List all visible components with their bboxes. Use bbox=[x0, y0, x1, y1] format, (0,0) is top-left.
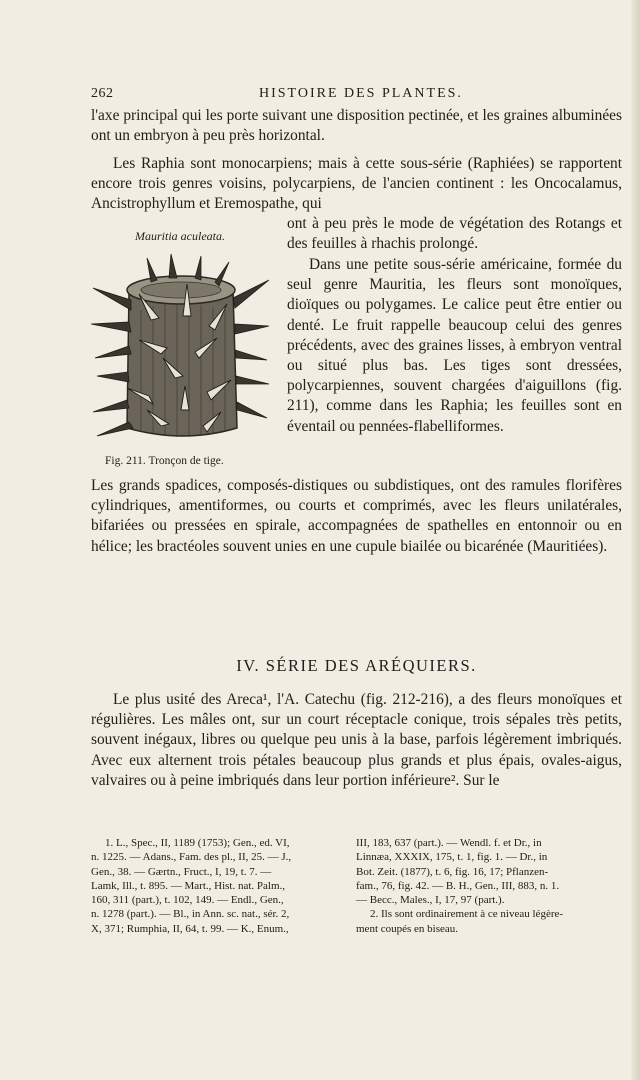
footnote-line: Linnæa, XXXIX, 175, t. 1, fig. 1. — Dr., in bbox=[356, 851, 548, 864]
section-heading: IV. SÉRIE DES ARÉQUIERS. bbox=[236, 656, 477, 675]
footnote-line: X, 371; Rumphia, II, 64, t. 99. — K., Enum., bbox=[91, 922, 289, 935]
paragraph-3-float: Dans une petite sous-série américaine, formée du seul genre Mauritia, les fleurs sont monoïques, dioïques ou polygames. Le calice peut être entier ou denté. Le fruit rappelle beaucoup celui des genres précédents, avec des graines lisses, à embryon ventral ou situé plus bas. Les tiges sont dressées, polycarpiennes, souvent chargées d'aiguillons (fig. 211), comme dans les Raphia; les feuilles sont en éventail ou pennées-flabelliformes. bbox=[287, 256, 622, 435]
figure-label: Mauritia aculeata. bbox=[135, 229, 225, 243]
paragraph-1: l'axe principal qui les porte suivant une disposition pectinée, et les graines albuminées ont un embryon à peu près horizontal. bbox=[91, 107, 622, 145]
paragraph-3-bottom: Les grands spadices, composés-distiques ou subdistiques, ont des ramules florifères cylindriques, amentiformes, ou courts et comprimés, avec les fleurs unilatérales, bifariées ou pressées en spirale, accompagnées de spathelles en entonnoir ou en hélice; les bractéoles souvent unies en une cupule biailée ou bicarénée (Mauritiées). bbox=[91, 477, 622, 555]
footnote-line: Lamk, Ill., t. 895. — Mart., Hist. nat. Palm., bbox=[91, 879, 286, 892]
footnotes bbox=[91, 836, 622, 946]
paragraph-2: Les Raphia sont monocarpiens; mais à cette sous-série (Raphiées) se rapportent encore trois genres voisins, polycarpiens, de l'ancien continent : les Oncocalamus, Ancistrophyllum et Eremospathe, qui bbox=[91, 155, 622, 213]
mauritia-stem-illustration bbox=[91, 250, 271, 450]
footnote-line: n. 1225. — Adans., Fam. des pl., II, 25. — J., bbox=[91, 851, 292, 864]
footnote-line: III, 183, 637 (part.). — Wendl. f. et Dr., in bbox=[356, 837, 542, 849]
paragraph-3-top: ont à peu près le mode de végétation des Rotangs et des feuilles à rhachis prolongé. bbox=[287, 215, 622, 253]
figure-caption: Fig. 211. Tronçon de tige. bbox=[105, 455, 224, 467]
footnotes-right-column bbox=[356, 836, 612, 936]
page-number: 262 bbox=[91, 86, 114, 101]
running-head bbox=[91, 86, 621, 106]
footnotes-left-column bbox=[91, 836, 347, 936]
footnote-line: Gen., 38. — Gærtn., Fruct., I, 19, t. 7. — bbox=[91, 865, 272, 878]
footnote-line: Bot. Zeit. (1877), t. 6, fig. 16, 17; Pflanzen- bbox=[356, 865, 549, 878]
footnote-line: 2. Ils sont ordinairement à ce niveau légère- bbox=[370, 908, 564, 921]
footnote-line: 160, 311 (part.), t. 102, 149. — Endl., Gen., bbox=[91, 894, 284, 907]
footnote-line: ment coupés en biseau. bbox=[356, 922, 459, 935]
footnote-line: fam., 76, fig. 42. — B. H., Gen., III, 883, n. 1. bbox=[356, 879, 560, 892]
footnote-line: n. 1278 (part.). — Bl., in Ann. sc. nat., sér. 2, bbox=[91, 908, 290, 921]
paragraph-4: Le plus usité des Areca¹, l'A. Catechu (fig. 212-216), a des fleurs monoïques et régulières. Les mâles ont, sur un court réceptacle conique, trois sépales très petits, souvent inégaux, libres ou quelque peu unis à la base, parfois légèrement imbriqués. Avec eux alternent trois pétales beaucoup plus grands et plus épais, ovales-aigus, valvaires ou à peine imbriqués dans leur portion inférieure². Sur le bbox=[91, 691, 622, 789]
footnote-line: — Becc., Males., I, 17, 97 (part.). bbox=[356, 894, 505, 907]
page-edge-shadow bbox=[631, 0, 639, 1080]
running-title: HISTOIRE DES PLANTES. bbox=[259, 86, 463, 101]
footnote-line: 1. L., Spec., II, 1189 (1753); Gen., ed. VI, bbox=[105, 837, 290, 849]
